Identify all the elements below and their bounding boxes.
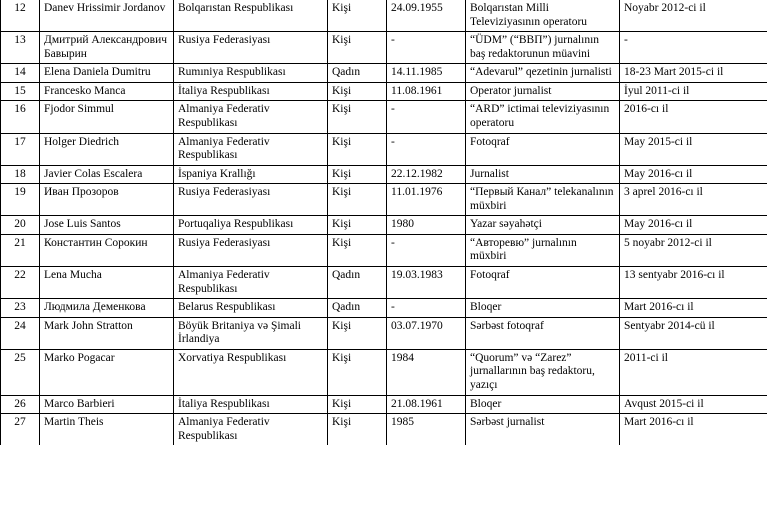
cell-role: Bolqarıstan Milli Televiziyasının operatoru: [466, 0, 620, 32]
table-row: [1, 0, 767, 32]
cell-name: Иван Прозоров: [40, 184, 174, 216]
cell-name: Marco Barbieri: [40, 395, 174, 414]
cell-gender: Qadın: [328, 299, 387, 318]
table-row: [1, 101, 767, 133]
table-body: [1, 0, 767, 445]
cell-gender: Kişi: [328, 395, 387, 414]
cell-role: Bloqer: [466, 299, 620, 318]
cell-period: Mart 2016-cı il: [620, 299, 767, 318]
cell-period: 5 noyabr 2012-ci il: [620, 234, 767, 266]
cell-birth-date: 03.07.1970: [387, 317, 466, 349]
table-row: [1, 234, 767, 266]
cell-name: Mark John Stratton: [40, 317, 174, 349]
cell-row-number: 12: [1, 0, 40, 32]
cell-birth-date: -: [387, 133, 466, 165]
cell-country: Rusiya Federasiyası: [174, 234, 328, 266]
cell-period: 13 sentyabr 2016-cı il: [620, 267, 767, 299]
cell-row-number: 23: [1, 299, 40, 318]
cell-period: Sentyabr 2014-cü il: [620, 317, 767, 349]
cell-role: Operator jurnalist: [466, 82, 620, 101]
cell-role: Fotoqraf: [466, 267, 620, 299]
cell-period: May 2015-ci il: [620, 133, 767, 165]
cell-period: -: [620, 32, 767, 64]
cell-country: Rumıniya Respublikası: [174, 64, 328, 83]
cell-name: Holger Diedrich: [40, 133, 174, 165]
cell-row-number: 26: [1, 395, 40, 414]
table-row: [1, 82, 767, 101]
cell-birth-date: 1980: [387, 216, 466, 235]
table-row: [1, 317, 767, 349]
cell-name: Javier Colas Escalera: [40, 165, 174, 184]
cell-period: May 2016-cı il: [620, 216, 767, 235]
cell-name: Дмитрий Александрович Бавырин: [40, 32, 174, 64]
cell-role: “Первый Канал” telekanalının müxbiri: [466, 184, 620, 216]
cell-country: Almaniya Federativ Respublikası: [174, 101, 328, 133]
cell-name: Elena Daniela Dumitru: [40, 64, 174, 83]
cell-name: Людмила Деменкова: [40, 299, 174, 318]
cell-country: İtaliya Respublikası: [174, 82, 328, 101]
cell-period: Avqust 2015-ci il: [620, 395, 767, 414]
cell-country: Böyük Britaniya və Şimali İrlandiya: [174, 317, 328, 349]
cell-period: 3 aprel 2016-cı il: [620, 184, 767, 216]
cell-period: İyul 2011-ci il: [620, 82, 767, 101]
cell-gender: Kişi: [328, 349, 387, 395]
cell-role: Bloqer: [466, 395, 620, 414]
cell-row-number: 24: [1, 317, 40, 349]
cell-row-number: 27: [1, 414, 40, 446]
cell-country: Xorvatiya Respublikası: [174, 349, 328, 395]
table-row: [1, 414, 767, 446]
cell-period: Mart 2016-cı il: [620, 414, 767, 446]
cell-gender: Kişi: [328, 32, 387, 64]
cell-country: Almaniya Federativ Respublikası: [174, 414, 328, 446]
cell-role: Yazar səyahətçi: [466, 216, 620, 235]
cell-name: Marko Pogacar: [40, 349, 174, 395]
cell-role: Jurnalist: [466, 165, 620, 184]
cell-row-number: 14: [1, 64, 40, 83]
table-row: [1, 216, 767, 235]
cell-role: “ÜDM” (“ВВП”) jurnalının baş redaktorunun müavini: [466, 32, 620, 64]
cell-role: “Quorum” və “Zarez” jurnallarının baş redaktoru, yazıçı: [466, 349, 620, 395]
cell-gender: Kişi: [328, 165, 387, 184]
cell-birth-date: -: [387, 299, 466, 318]
table-row: [1, 133, 767, 165]
cell-role: “ARD” ictimai televiziyasının operatoru: [466, 101, 620, 133]
table-row: [1, 32, 767, 64]
cell-period: Noyabr 2012-ci il: [620, 0, 767, 32]
cell-country: Portuqaliya Respublikası: [174, 216, 328, 235]
cell-row-number: 21: [1, 234, 40, 266]
cell-country: Rusiya Federasiyası: [174, 32, 328, 64]
cell-country: Rusiya Federasiyası: [174, 184, 328, 216]
cell-gender: Qadın: [328, 64, 387, 83]
cell-row-number: 22: [1, 267, 40, 299]
cell-row-number: 16: [1, 101, 40, 133]
table-row: [1, 64, 767, 83]
cell-gender: Kişi: [328, 0, 387, 32]
table-row: [1, 184, 767, 216]
cell-gender: Kişi: [328, 234, 387, 266]
cell-row-number: 20: [1, 216, 40, 235]
table-row: [1, 165, 767, 184]
cell-birth-date: 1985: [387, 414, 466, 446]
cell-birth-date: -: [387, 234, 466, 266]
cell-period: 18-23 Mart 2015-ci il: [620, 64, 767, 83]
cell-gender: Kişi: [328, 414, 387, 446]
cell-row-number: 17: [1, 133, 40, 165]
cell-gender: Kişi: [328, 101, 387, 133]
cell-birth-date: 11.08.1961: [387, 82, 466, 101]
cell-row-number: 13: [1, 32, 40, 64]
cell-name: Константин Сорокин: [40, 234, 174, 266]
cell-role: Sərbəst jurnalist: [466, 414, 620, 446]
cell-period: 2011-ci il: [620, 349, 767, 395]
cell-role: Sərbəst fotoqraf: [466, 317, 620, 349]
cell-gender: Kişi: [328, 82, 387, 101]
cell-birth-date: 24.09.1955: [387, 0, 466, 32]
cell-role: “Adevarul” qezetinin jurnalisti: [466, 64, 620, 83]
table-row: [1, 267, 767, 299]
cell-country: Belarus Respublikası: [174, 299, 328, 318]
cell-country: Bolqarıstan Respublikası: [174, 0, 328, 32]
cell-gender: Kişi: [328, 133, 387, 165]
cell-country: İtaliya Respublikası: [174, 395, 328, 414]
cell-period: 2016-cı il: [620, 101, 767, 133]
cell-row-number: 15: [1, 82, 40, 101]
table-row: [1, 349, 767, 395]
cell-country: Almaniya Federativ Respublikası: [174, 267, 328, 299]
cell-birth-date: 11.01.1976: [387, 184, 466, 216]
cell-row-number: 19: [1, 184, 40, 216]
cell-name: Danev Hrissimir Jordanov: [40, 0, 174, 32]
cell-gender: Kişi: [328, 184, 387, 216]
cell-name: Fjodor Simmul: [40, 101, 174, 133]
cell-row-number: 18: [1, 165, 40, 184]
cell-birth-date: 14.11.1985: [387, 64, 466, 83]
cell-role: “Авторевю” jurnalının müxbiri: [466, 234, 620, 266]
cell-name: Lena Mucha: [40, 267, 174, 299]
cell-name: Jose Luis Santos: [40, 216, 174, 235]
cell-birth-date: 21.08.1961: [387, 395, 466, 414]
cell-row-number: 25: [1, 349, 40, 395]
cell-name: Francesko Manca: [40, 82, 174, 101]
table-row: [1, 395, 767, 414]
cell-gender: Kişi: [328, 216, 387, 235]
cell-country: Almaniya Federativ Respublikası: [174, 133, 328, 165]
cell-gender: Kişi: [328, 317, 387, 349]
cell-birth-date: 19.03.1983: [387, 267, 466, 299]
cell-country: İspaniya Krallığı: [174, 165, 328, 184]
cell-gender: Qadın: [328, 267, 387, 299]
cell-birth-date: 22.12.1982: [387, 165, 466, 184]
cell-birth-date: -: [387, 101, 466, 133]
cell-role: Fotoqraf: [466, 133, 620, 165]
cell-period: May 2016-cı il: [620, 165, 767, 184]
table-row: [1, 299, 767, 318]
cell-birth-date: 1984: [387, 349, 466, 395]
cell-birth-date: -: [387, 32, 466, 64]
cell-name: Martin Theis: [40, 414, 174, 446]
